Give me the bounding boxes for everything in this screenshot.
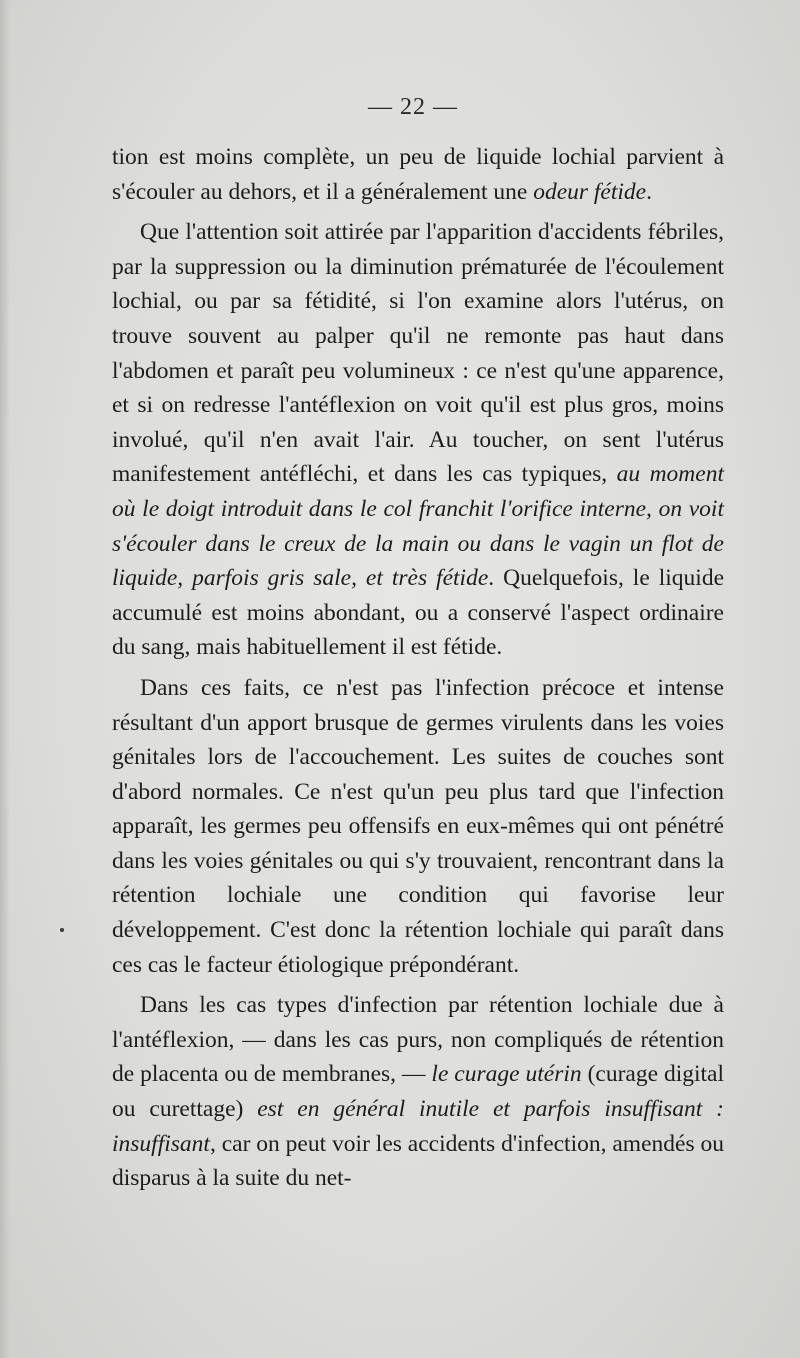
text-segment: , car on peut voir les accidents d'infection, amendés ou disparus à la suite du net- [112,1130,724,1192]
italic-segment: odeur fétide [533,178,647,205]
italic-segment: est en général inutile et parfois insuffisant : insuffisant [112,1096,725,1157]
paragraph-4 [112,988,724,1196]
paragraph-1 [112,140,724,209]
text-segment: (curage digital ou curettage) [112,1061,724,1123]
text-segment: Que l'attention soit attirée par l'apparition d'accidents fébriles, par la suppression ou la diminution prématurée de l'écoulement lochial, ou par sa fétidité, si l'on examine alors l'utérus, on trouve souvent au palper qu'il ne remonte pas haut dans l'abdomen et paraît peu volumineux : ce n'est qu'une apparence, et si on redresse l'antéflexion on voit qu'il est plus gros, moins involué, qu'il n'en avait l'air. Au toucher, on sent l'utérus manifestement antéfléchi, et dans les cas typiques, [112,219,724,488]
paragraph-3 [112,671,724,982]
text-segment: Dans ces faits, ce n'est pas l'infection précoce et intense résultant d'un apport brusque de germes virulents dans les voies génitales lors de l'accouchement. Les suites de couches sont d'abord normales. Ce n'est qu'un peu plus tard que l'infection apparaît, les germes peu offensifs en eux-mêmes qui ont pénétré dans les voies génitales ou qui s'y trouvaient, rencontrant dans la rétention lochiale une condition qui favorise leur développement. C'est donc la rétention lochiale qui paraît dans ces cas le facteur étiologique prépondérant. [112,674,724,978]
paragraph-2 [112,215,724,665]
text-segment: . [646,178,652,205]
italic-segment: le curage utérin [431,1061,582,1088]
page-number: — 22 — [368,94,458,120]
italic-segment: au moment où le doigt introduit dans le col franchit l'orifice interne, on voit s'écouler dans le creux de la main ou dans le vagin un flot de liquide, parfois gris sale, et très fétide [112,461,724,592]
body-text [112,140,724,1202]
text-segment: tion est moins complète, un peu de liquide lochial parvient à s'écouler au dehors, et il a généralement une [112,144,724,205]
text-segment: . Quelquefois, le liquide accumulé est moins abondant, ou a conservé l'aspect ordinaire du sang, mais habituellement il est fétide. [112,565,725,661]
text-segment: Dans les cas types d'infection par rétention lochiale due à l'antéflexion, — dans les cas purs, non compliqués de rétention de placenta ou de membranes, — [112,992,724,1088]
margin-dot [60,928,64,932]
